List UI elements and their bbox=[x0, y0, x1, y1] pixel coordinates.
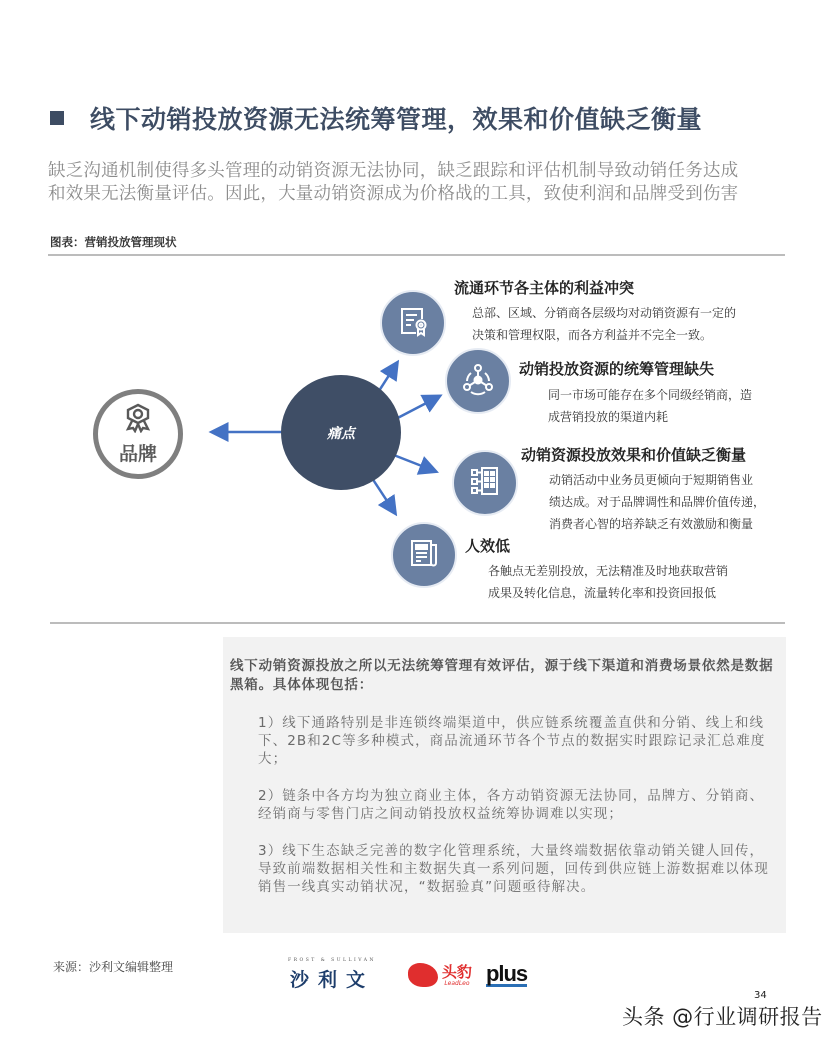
pain-point-desc bbox=[472, 302, 736, 346]
pain-point-diagram bbox=[0, 260, 837, 620]
pain-point-icon-3 bbox=[452, 450, 518, 516]
plus-logo: plus bbox=[485, 960, 528, 986]
newspaper-icon bbox=[408, 537, 440, 573]
source-note: 来源：沙利文编辑整理 bbox=[53, 960, 174, 974]
brand-label: 品牌 bbox=[118, 442, 157, 465]
summary-item: 1）线下通路特别是非连锁终端渠道中，供应链系统覆盖直供和分销、线上和线下、2B和2C等多种模式，商品流通环节各个节点的数据实时跟踪记录汇总难度大； bbox=[258, 715, 766, 767]
brand-node bbox=[93, 389, 183, 479]
pain-point-desc bbox=[549, 469, 765, 535]
subtitle-line: 缺乏沟通机制使得多头管理的动销资源无法协同，缺乏跟踪和评估机制导致动销任务达成 bbox=[48, 161, 739, 181]
leadleo-logo bbox=[408, 963, 472, 987]
desc-line: 成果及转化信息，流量转化率和投资回报低 bbox=[488, 586, 717, 600]
summary-item: 2）链条中各方均为独立商业主体，各方动销资源无法协同，品牌方、分销商、经销商与零售门店之间动销投放权益统筹协调难以实现； bbox=[258, 788, 765, 822]
desc-line: 同一市场可能存在多个同级经销商，造 bbox=[548, 388, 753, 402]
frost-sullivan-en: FROST & SULLIVAN bbox=[288, 958, 376, 963]
summary-box bbox=[223, 637, 786, 933]
leopard-head-icon bbox=[408, 963, 438, 987]
award-badge-icon bbox=[123, 403, 153, 437]
divider bbox=[50, 622, 785, 624]
pain-point-title: 动销投放资源的统筹管理缺失 bbox=[519, 360, 715, 378]
summary-item: 3）线下生态缺乏完善的数字化管理系统，大量终端数据依靠动销关键人回传，导致前端数据相关性和主数据失真一系列问题，回传到供应链上游数据难以体现销售一线真实动销状况，“数据验真”问题亟待解决。 bbox=[258, 843, 769, 895]
network-hub-icon bbox=[461, 362, 495, 400]
page-subtitle bbox=[48, 160, 788, 206]
desc-line: 绩达成。对于品牌调性和品牌价值传递， bbox=[549, 495, 766, 509]
desc-line: 消费者心智的培养缺乏有效激励和衡量 bbox=[549, 517, 754, 531]
frost-sullivan-cn: 沙利文 bbox=[289, 969, 374, 991]
desc-line: 总部、区域、分销商各层级均对动销资源有一定的 bbox=[472, 306, 737, 320]
summary-lead: 线下动销资源投放之所以无法统筹管理有效评估，源于线下渠道和消费场景依然是数据黑箱。具体体现包括： bbox=[230, 658, 774, 693]
pain-point-title: 流通环节各主体的利益冲突 bbox=[454, 279, 635, 297]
page-title: 线下动销投放资源无法统筹管理，效果和价值缺乏衡量 bbox=[90, 105, 703, 134]
pain-point-title: 动销资源投放效果和价值缺乏衡量 bbox=[521, 446, 747, 464]
subtitle-line: 和效果无法衡量评估。因此，大量动销资源成为价格战的工具，致使利润和品牌受到伤害 bbox=[48, 184, 739, 204]
pain-point-desc bbox=[548, 384, 752, 428]
page-title-row bbox=[50, 100, 702, 136]
pain-point-icon-4 bbox=[391, 522, 457, 588]
desc-line: 各触点无差别投放，无法精准及时地获取营销 bbox=[488, 564, 729, 578]
frost-sullivan-logo bbox=[288, 958, 376, 992]
certificate-icon bbox=[397, 305, 429, 341]
pain-point-icon-1 bbox=[380, 290, 446, 356]
building-org-icon bbox=[469, 465, 501, 501]
pain-point-icon-2 bbox=[445, 348, 511, 414]
desc-line: 动销活动中业务员更倾向于短期销售业 bbox=[549, 473, 754, 487]
desc-line: 成营销投放的渠道内耗 bbox=[548, 410, 669, 424]
partner-logos bbox=[288, 958, 527, 992]
divider bbox=[48, 254, 785, 256]
leadleo-en: LeadLeo bbox=[444, 979, 470, 987]
chart-caption: 图表：营销投放管理现状 bbox=[50, 235, 177, 249]
pain-point-desc bbox=[488, 560, 728, 604]
pain-point-title: 人效低 bbox=[465, 537, 511, 555]
core-label: 痛点 bbox=[327, 425, 355, 442]
leadleo-cn: 头豹 bbox=[441, 962, 472, 981]
pain-point-core bbox=[281, 375, 401, 490]
watermark: 头条 @行业调研报告 bbox=[622, 1005, 823, 1029]
desc-line: 决策和管理权限，而各方利益并不完全一致。 bbox=[472, 328, 713, 342]
title-bullet-square bbox=[50, 111, 64, 125]
page-number: 34 bbox=[754, 990, 767, 1001]
